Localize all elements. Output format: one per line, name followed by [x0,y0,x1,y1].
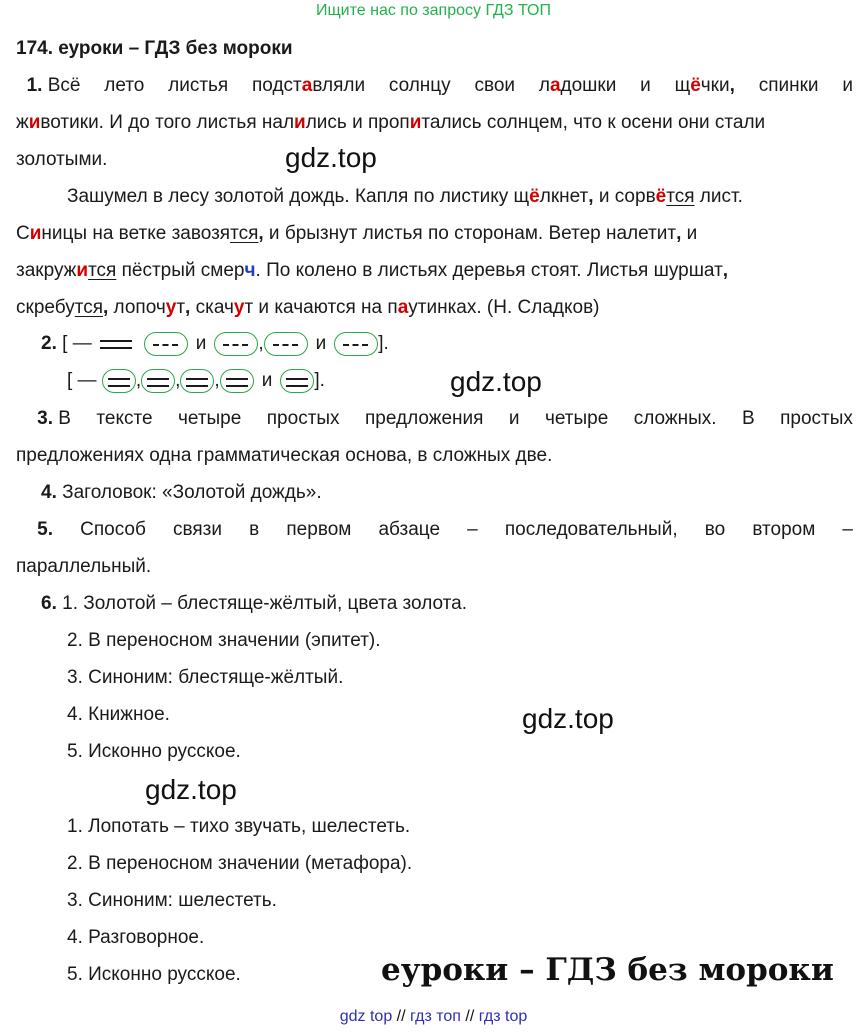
predicate-oval [220,369,254,393]
item1-line1: 1. Всё лето листья подставляли солнцу свои ладошки и щёчки, спинки и [16,74,853,98]
predicate-oval [280,369,314,393]
predicate-oval [102,369,136,393]
item6-b-1: 1. Лопотать – тихо звучать, шелестеть. [67,816,411,837]
watermark: gdz.top [522,703,614,734]
item1-line2: животики. И до того листья налились и пропитались солнцем, что к осени они стали [16,112,766,133]
item6-b-4: 4. Разговорное. [67,927,205,948]
item5-line2: параллельный. [16,556,152,577]
watermark: gdz.top [145,774,237,805]
item6-a-5: 5. Исконно русское. [67,741,241,762]
item-number: 1. Всё [26,75,81,96]
item1-line3: золотыми. [16,149,108,170]
footer-link[interactable]: гдз top [478,1008,528,1025]
subject-oval [264,332,308,356]
subject-oval [214,332,258,356]
item3-line2: предложениях одна грамматическая основа, в сложных две. [16,445,553,466]
item6-a-4: 4. Книжное. [67,704,170,725]
subject-oval [334,332,378,356]
scheme-row-1: 2. [ — и , и ]. [41,333,389,354]
footer-links [0,1008,867,1026]
footer-separator: // [396,1008,406,1025]
item3-line1: 3. В тексте четыре простых предложения и четыре сложных. В простых [37,408,853,429]
item1-p2-line2: Синицы на ветке завозятся, и брызнут листья по сторонам. Ветер налетит, и [16,223,698,244]
item5-line1: 5. Способ связи в первом абзаце – последовательный, во втором – [37,519,853,540]
watermark: gdz.top [450,366,542,397]
predicate-oval [180,369,214,393]
watermark: gdz.top [285,142,377,173]
footer-link[interactable]: гдз топ [410,1008,461,1025]
footer-separator: // [465,1008,475,1025]
predicate-mark [100,340,132,349]
item6-b-3: 3. Синоним: шелестеть. [67,890,277,911]
header-link[interactable]: Ищите нас по запросу ГДЗ ТОП [316,2,551,19]
predicate-oval [141,369,175,393]
item1-p2-line3: закружится пёстрый смерч. По колено в листьях деревья стоят. Листья шуршат, [16,260,729,281]
item6-b-5: 5. Исконно русское. [67,964,241,985]
item6-a-1: 6. 1. Золотой – блестяще-жёлтый, цвета золота. [41,593,467,614]
subject-oval [144,332,188,356]
page-title: 174. еуроки – ГДЗ без мороки [16,38,293,59]
item6-a-2: 2. В переносном значении (эпитет). [67,630,381,651]
scheme-row-2: [ — , , , и ]. [67,370,325,391]
item1-p2-line4: скребутся, лопочут, скачут и качаются на паутинках. (Н. Сладков) [16,297,600,318]
item1-p2-line1: Зашумел в лесу золотой дождь. Капля по листику щёлкнет, и сорвётся лист. [67,186,743,207]
item4: 4. Заголовок: «Золотой дождь». [41,482,322,503]
item6-b-2: 2. В переносном значении (метафора). [67,853,413,874]
item6-a-3: 3. Синоним: блестяще-жёлтый. [67,667,344,688]
footer-link[interactable]: gdz top [339,1008,393,1025]
footer-brand: еуроки – ГДЗ без мороки [381,952,834,988]
